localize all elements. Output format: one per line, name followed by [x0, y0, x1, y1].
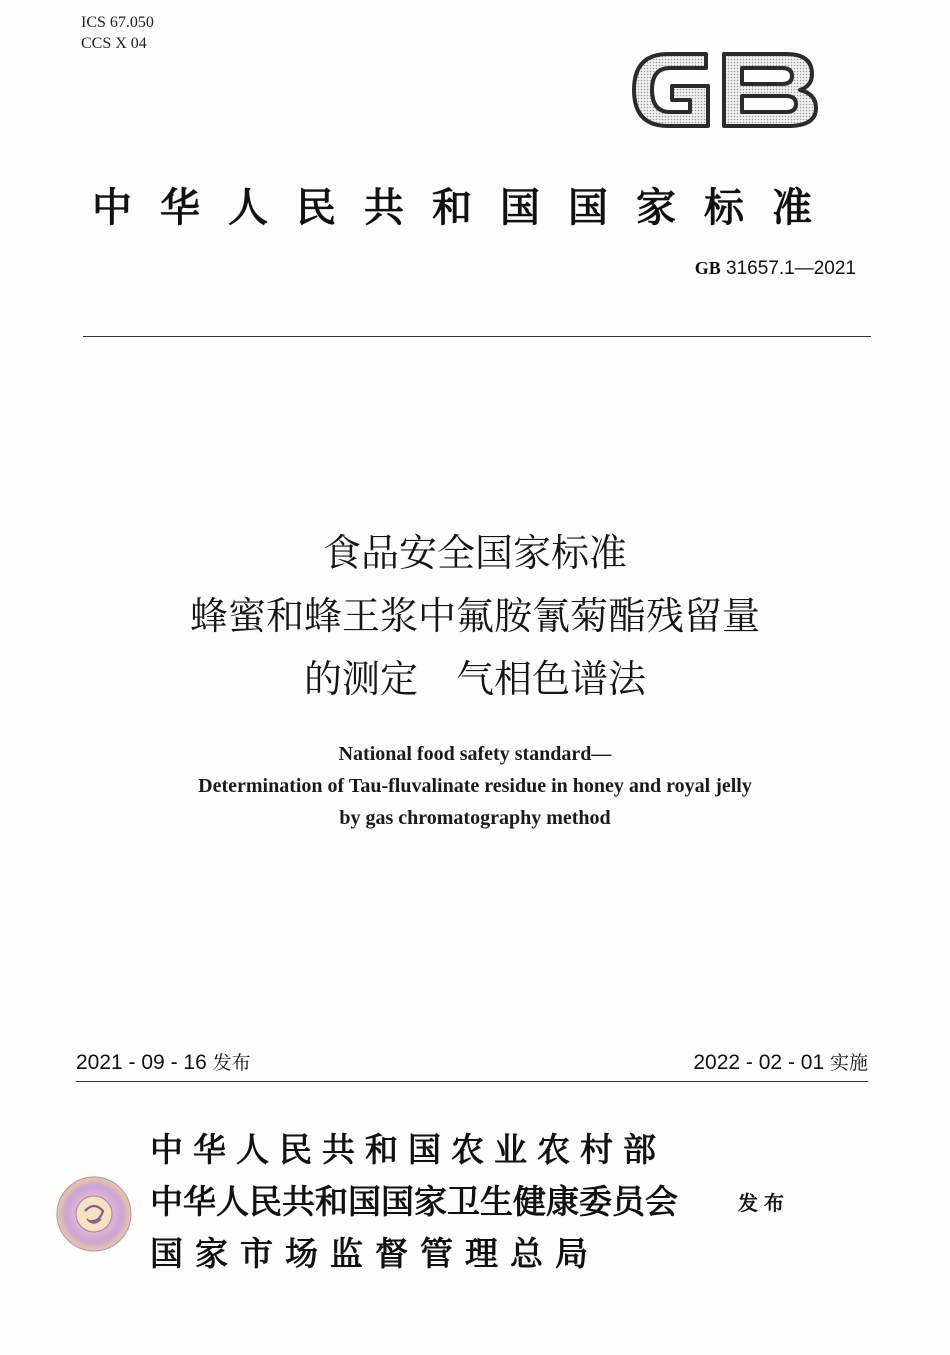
footer-divider — [76, 1081, 868, 1082]
issue-date-label: 发布 — [212, 1052, 251, 1074]
gb-logo — [628, 40, 820, 140]
english-title-line-1: National food safety standard— — [338, 743, 612, 765]
chinese-title-line-3: 的测定 气相色谱法 — [303, 657, 646, 701]
chinese-title-line-1: 食品安全国家标准 — [322, 531, 627, 575]
issue-date — [76, 1048, 251, 1075]
standard-number-prefix: GB — [694, 258, 721, 278]
chinese-title-line-2: 蜂蜜和蜂王浆中氟胺氰菊酯残留量 — [189, 594, 760, 638]
ics-code: ICS 67.050 — [81, 14, 154, 31]
implementation-date-value: 2022 - 02 - 01 — [693, 1051, 825, 1074]
implementation-date — [693, 1048, 868, 1075]
ccs-code: CCS X 04 — [81, 35, 147, 52]
english-title — [0, 738, 950, 834]
header-divider — [83, 336, 871, 337]
issuer-health-commission: 中华人民共和国国家卫生健康委员会 — [150, 1182, 678, 1221]
classification-codes — [81, 12, 154, 54]
english-title-line-3: by gas chromatography method — [339, 807, 611, 829]
chinese-title — [0, 522, 950, 711]
standard-number-value: 31657.1—2021 — [726, 258, 856, 279]
english-title-line-2: Determination of Tau-fluvalinate residue in honey and royal jelly — [198, 775, 752, 797]
standard-number — [695, 258, 856, 280]
issuer-market-regulation: 国家市场监督管理总局 — [150, 1234, 600, 1273]
publish-label: 发布 — [738, 1191, 790, 1215]
issue-date-value: 2021 - 09 - 16 — [76, 1051, 207, 1074]
national-standard-heading: 中华人民共和国国家标准 — [92, 184, 840, 231]
anti-counterfeit-seal-icon — [55, 1175, 133, 1253]
implementation-date-label: 实施 — [829, 1052, 868, 1074]
issuer-ministry-of-agriculture: 中华人民共和国农业农村部 — [150, 1130, 666, 1169]
